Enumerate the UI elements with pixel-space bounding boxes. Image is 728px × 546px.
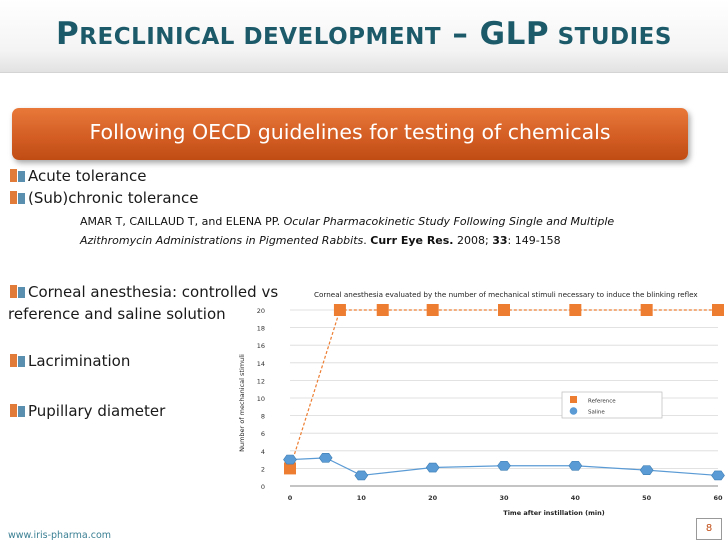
oecd-banner bbox=[12, 108, 688, 160]
bullet-label: Lacrimination bbox=[28, 352, 131, 370]
title-part: P bbox=[56, 16, 80, 52]
reference-pages: : 149-158 bbox=[507, 234, 561, 247]
y-tick-label: 2 bbox=[260, 465, 265, 474]
data-point-saline bbox=[569, 461, 582, 470]
slide-title bbox=[0, 14, 728, 52]
y-tick-label: 4 bbox=[260, 447, 265, 456]
y-axis-label: Number of mechanical stimuli bbox=[238, 354, 246, 452]
bullet-corneal-anesthesia-line2 bbox=[8, 305, 226, 323]
title-part: GLP bbox=[479, 16, 550, 52]
x-tick-label: 0 bbox=[287, 494, 293, 502]
legend-swatch bbox=[570, 396, 577, 403]
y-tick-label: 0 bbox=[260, 483, 265, 491]
reference-title: Ocular Pharmacokinetic Study Following Single and Multiple bbox=[283, 215, 615, 228]
legend-label: Reference bbox=[588, 398, 616, 405]
series-line-reference bbox=[290, 310, 718, 468]
bullet-icon bbox=[10, 169, 25, 182]
chart-title: Corneal anesthesia evaluated by the number of mechanical stimuli necessary to induce the blinking reflex bbox=[314, 290, 698, 299]
bullet-label: Pupillary diameter bbox=[28, 402, 166, 420]
y-tick-label: 20 bbox=[256, 307, 265, 315]
bullet-icon bbox=[10, 285, 25, 298]
x-tick-label: 60 bbox=[713, 494, 723, 502]
legend-swatch bbox=[570, 407, 578, 415]
y-tick-label: 10 bbox=[256, 395, 265, 403]
data-point-saline bbox=[284, 455, 297, 464]
reference-authors: AMAR T, CAILLAUD T, and ELENA PP. bbox=[80, 215, 284, 228]
bullet-pupillary-diameter bbox=[10, 402, 165, 420]
reference-title: Azithromycin Administrations in Pigmented Rabbits bbox=[80, 234, 364, 247]
x-tick-label: 30 bbox=[499, 494, 509, 502]
bullet-icon bbox=[10, 404, 25, 417]
data-point-saline bbox=[319, 453, 332, 462]
reference-citation bbox=[80, 212, 614, 250]
title-part: RECLINICAL DEVELOPMENT bbox=[79, 24, 442, 50]
data-point-saline bbox=[498, 461, 511, 470]
x-tick-label: 40 bbox=[570, 494, 580, 502]
data-point-saline bbox=[426, 463, 439, 472]
reference-volume: 33 bbox=[492, 234, 508, 247]
x-axis-label: Time after instillation (min) bbox=[503, 509, 605, 517]
bullet-lacrimination bbox=[10, 352, 130, 370]
y-tick-label: 6 bbox=[260, 430, 265, 439]
bullet-icon bbox=[10, 354, 25, 367]
data-point-reference bbox=[377, 304, 389, 316]
x-tick-label: 10 bbox=[356, 494, 366, 502]
data-point-reference bbox=[334, 304, 346, 316]
bullet-label: Acute tolerance bbox=[28, 167, 147, 185]
x-tick-label: 50 bbox=[642, 494, 652, 502]
bullet-icon bbox=[10, 191, 25, 204]
title-part: – bbox=[441, 16, 480, 52]
footer-url: www.iris-pharma.com bbox=[8, 530, 112, 541]
data-point-reference bbox=[712, 304, 724, 316]
y-tick-label: 18 bbox=[256, 324, 265, 333]
data-point-reference bbox=[641, 304, 653, 316]
bullet-acute-tolerance bbox=[10, 167, 146, 185]
y-tick-label: 12 bbox=[256, 377, 265, 386]
bullet-label: Corneal anesthesia: controlled vs bbox=[28, 283, 279, 301]
reference-year: 2008; bbox=[453, 234, 493, 247]
corneal-anesthesia-chart bbox=[230, 286, 728, 522]
page-number: 8 bbox=[696, 518, 722, 540]
bullet-label: (Sub)chronic tolerance bbox=[28, 189, 199, 207]
data-point-saline bbox=[355, 471, 368, 480]
data-point-reference bbox=[498, 304, 510, 316]
y-tick-label: 8 bbox=[260, 412, 265, 421]
title-part: STUDIES bbox=[549, 24, 672, 50]
legend-box bbox=[562, 392, 662, 418]
title-band bbox=[0, 0, 728, 73]
data-point-reference bbox=[569, 304, 581, 316]
data-point-saline bbox=[640, 466, 653, 475]
y-tick-label: 16 bbox=[256, 342, 265, 351]
y-tick-label: 14 bbox=[256, 359, 265, 368]
bullet-label: reference and saline solution bbox=[8, 305, 226, 323]
data-point-saline bbox=[712, 471, 725, 480]
data-point-reference bbox=[427, 304, 439, 316]
reference-separator: . bbox=[363, 234, 371, 247]
reference-journal: Curr Eye Res. bbox=[370, 234, 454, 247]
x-tick-label: 20 bbox=[428, 494, 438, 502]
banner-text: Following OECD guidelines for testing of chemicals bbox=[89, 120, 611, 144]
bullet-subchronic-tolerance bbox=[10, 189, 199, 207]
legend-label: Saline bbox=[588, 409, 605, 416]
